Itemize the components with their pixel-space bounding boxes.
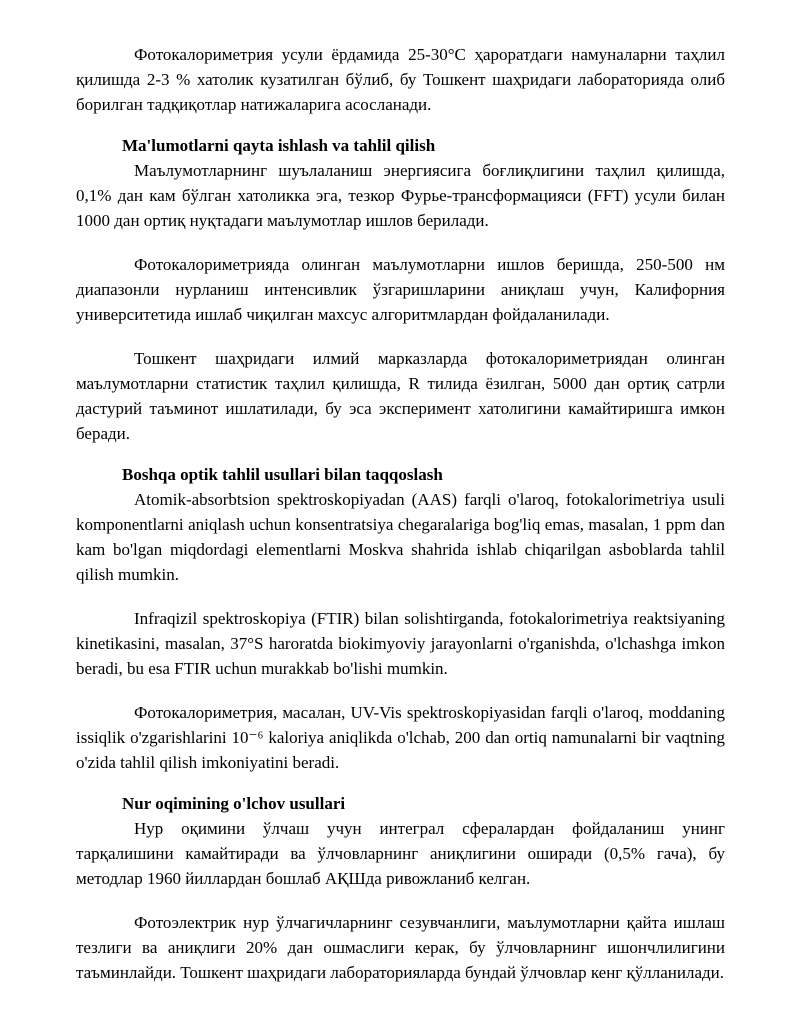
intro-paragraph: Фотокалориметрия усули ёрдамида 25-30°C ҳароратдаги намуналарни таҳлил қилишда 2-3 % хатолик кузатилган бўлиб, бу Тошкент шаҳридаги лабораторияда олиб борилган тадқиқотлар натижаларига асосланади. xyxy=(76,45,725,114)
section-heading-light-flux-measurement: Nur oqimining o'lchov usullari xyxy=(122,794,346,813)
paragraph: Фотокалориметрия, масалан, UV-Vis spektroskopiyasidan farqli o'laroq, moddaning issiqlik o'zgarishlarini 10⁻⁶ kaloriya aniqlikda o'lchab, 200 dan ortiq namunalarni bir vaqtning o'zida tahlil qilish imkoniyatini beradi. xyxy=(76,703,725,772)
document-page xyxy=(76,42,725,985)
paragraph: Фотоэлектрик нур ўлчагичларнинг сезувчанлиги, маълумотларни қайта ишлаш тезлиги ва аниқлиги 20% дан ошмаслиги керак, бу ўлчовларнинг ишончлилигини таъминлайди. Тошкент шаҳридаги лабораторияларда бундай ўлчовлар кенг қўлланилади. xyxy=(76,913,725,982)
section-heading-optical-comparison: Boshqa optik tahlil usullari bilan taqqoslash xyxy=(122,465,443,484)
paragraph: Фотокалориметрияда олинган маълумотларни ишлов беришда, 250-500 нм диапазонли нурланиш интенсивлик ўзгаришларини аниқлаш учун, Калифорния университетида ишлаб чиқилган махсус алгоритмлардан фойдаланилади. xyxy=(76,255,725,324)
paragraph: Маълумотларнинг шуълаланиш энергиясига боғлиқлигини таҳлил қилишда, 0,1% дан кам бўлган хатоликка эга, тезкор Фурье-трансформацияси (FFT) усули билан 1000 дан ортиқ нуқтадаги маълумотлар ишлов берилади. xyxy=(76,161,725,230)
paragraph: Infraqizil spektroskopiya (FTIR) bilan solishtirganda, fotokalorimetriya reaktsiyaning kinetikasini, masalan, 37°S haroratda biokimyoviy jarayonlarni o'rganishda, o'lchashga imkon beradi, bu esa FTIR uchun murakkab bo'lishi mumkin. xyxy=(76,609,725,678)
section-heading-data-processing: Ma'lumotlarni qayta ishlash va tahlil qilish xyxy=(122,136,436,155)
paragraph: Atomik-absorbtsion spektroskopiyadan (AAS) farqli o'laroq, fotokalorimetriya usuli komponentlarni aniqlash uchun konsentratsiya chegaralariga bog'liq emas, masalan, 1 ppm dan kam bo'lgan miqdordagi elementlarni Moskva shahrida ishlab chiqarilgan asboblarda tahlil qilish mumkin. xyxy=(76,490,725,584)
paragraph: Нур оқимини ўлчаш учун интеграл сфералардан фойдаланиш унинг тарқалишини камайтиради ва ўлчовларнинг аниқлигини оширади (0,5% гача), бу методлар 1960 йиллардан бошлаб АҚШда ривожланиб келган. xyxy=(76,819,725,888)
paragraph: Тошкент шаҳридаги илмий марказларда фотокалориметриядан олинган маълумотларни статистик таҳлил қилишда, R тилида ёзилган, 5000 дан ортиқ сатрли дастурий таъминот ишлатилади, бу эса эксперимент хатолигини камайтиришга имкон беради. xyxy=(76,349,725,443)
